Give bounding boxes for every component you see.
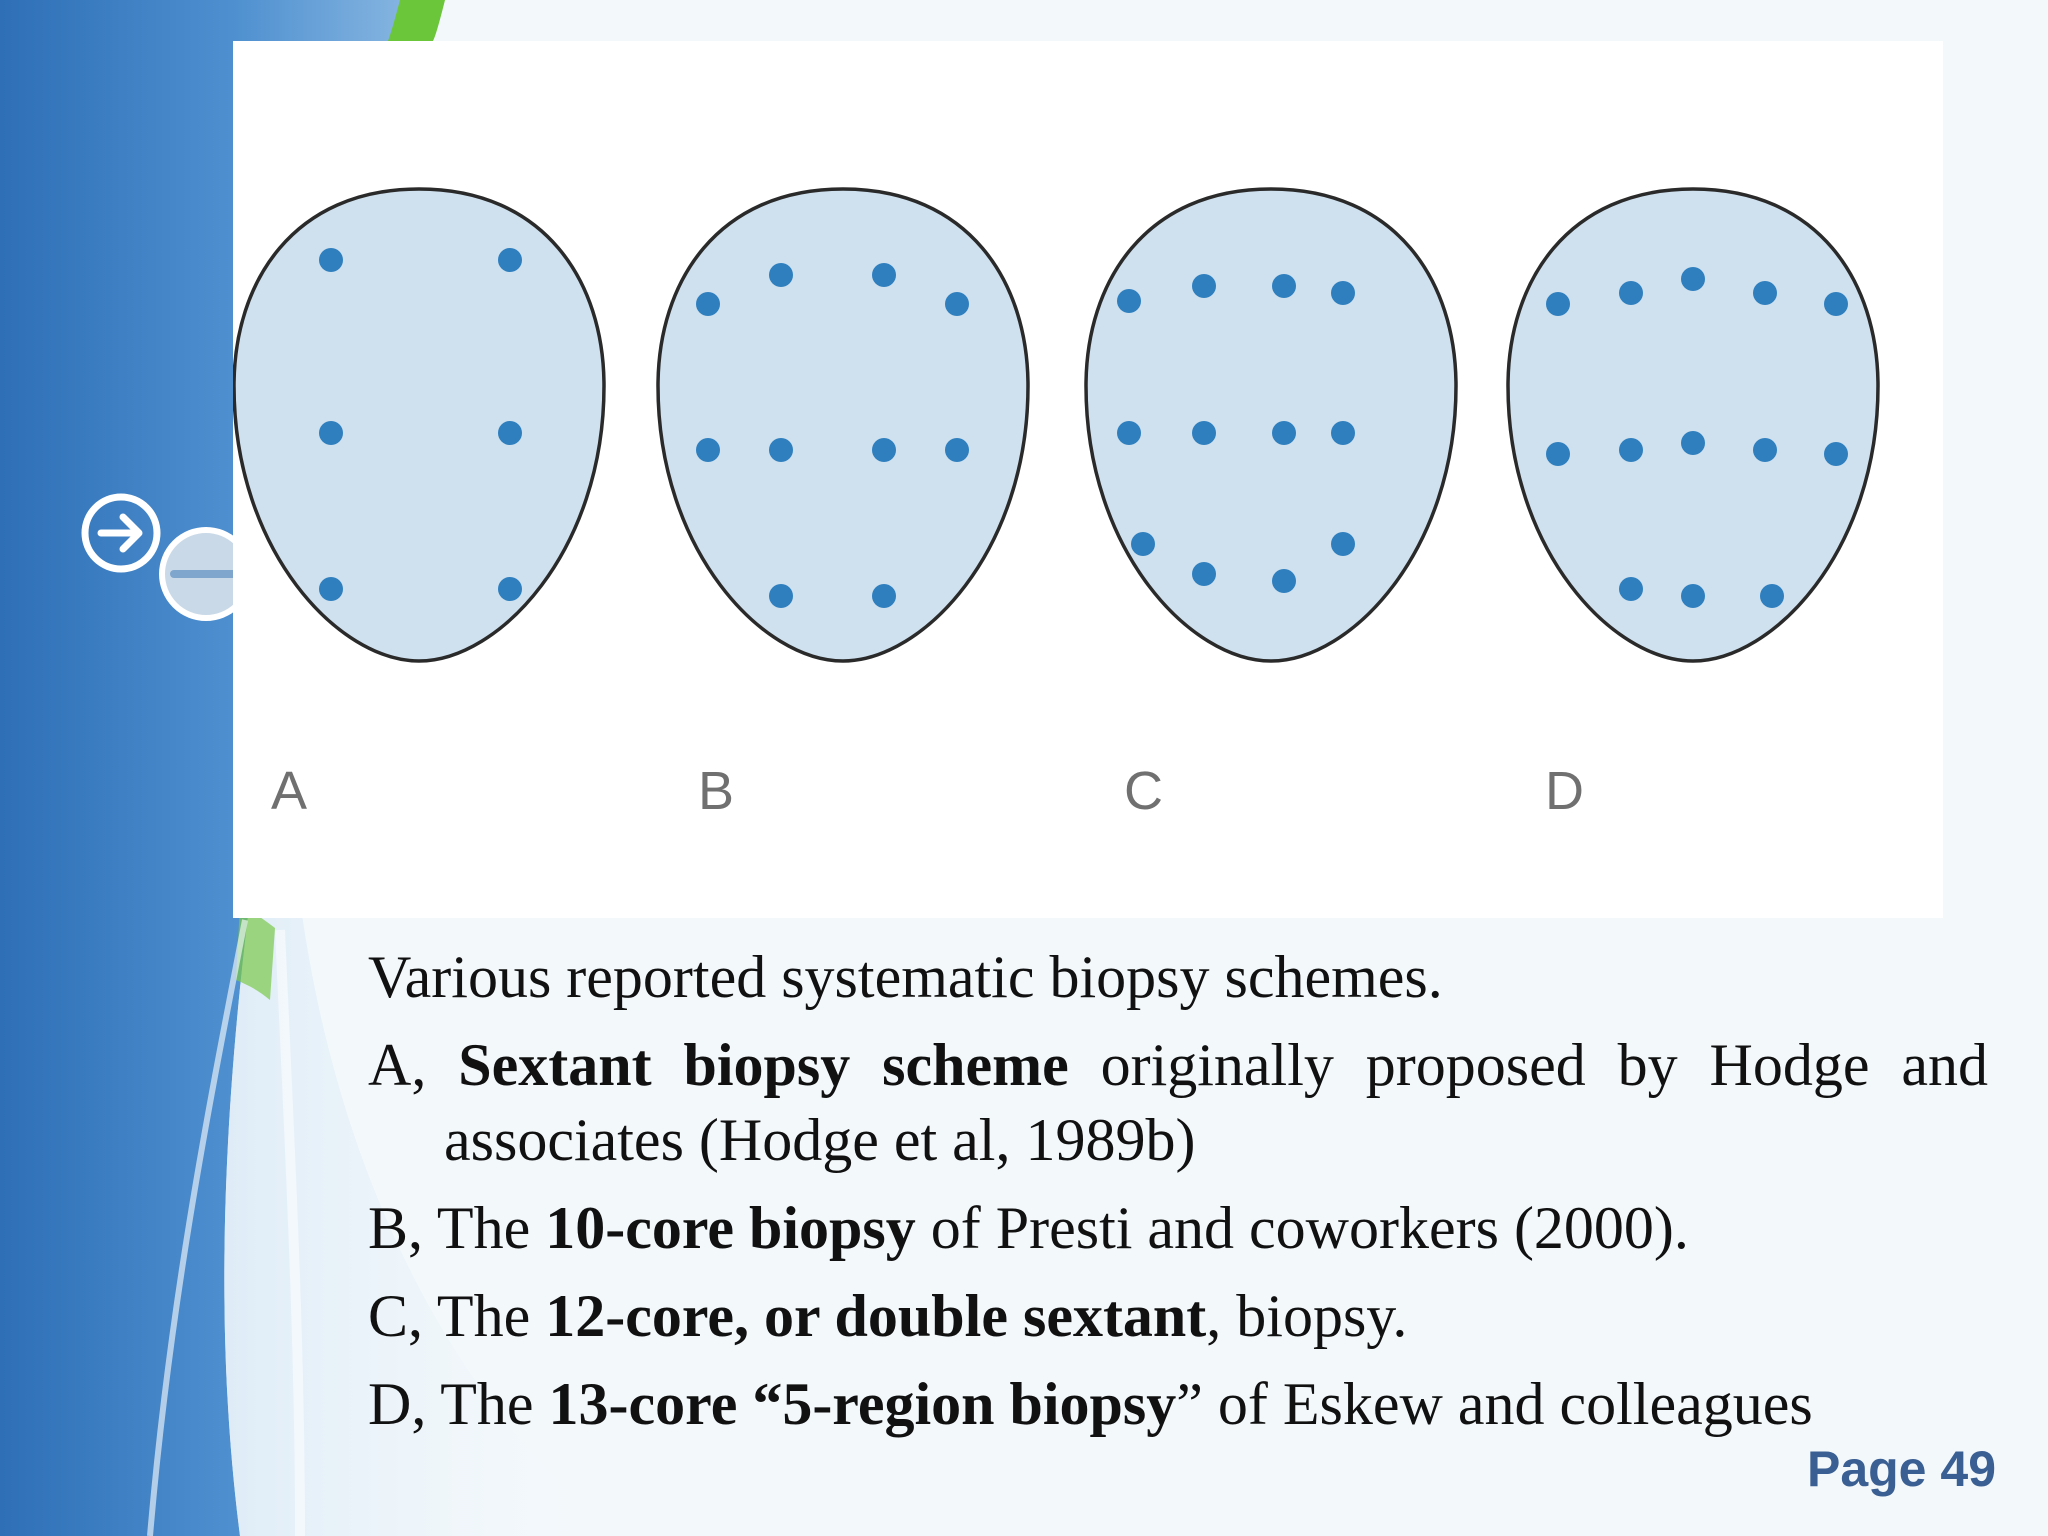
caption-intro: Various reported systematic biopsy schemes. xyxy=(368,944,1443,1010)
minus-circle-icon[interactable] xyxy=(156,524,242,624)
biopsy-core-dot xyxy=(1131,532,1155,556)
biopsy-core-dot xyxy=(1272,421,1296,445)
biopsy-core-dot xyxy=(1760,584,1784,608)
biopsy-core-dot xyxy=(1331,281,1355,305)
organ-outline-b xyxy=(658,189,1028,661)
biopsy-core-dot xyxy=(498,421,522,445)
biopsy-core-dot xyxy=(1681,431,1705,455)
biopsy-core-dot xyxy=(1192,562,1216,586)
organ-outline-a xyxy=(234,189,604,661)
biopsy-core-dot xyxy=(1619,438,1643,462)
caption-item-b: B, The 10-core biopsy of Presti and coworkers (2000). xyxy=(368,1195,1689,1261)
biopsy-core-dot xyxy=(1272,569,1296,593)
caption-item-a: A, Sextant biopsy scheme originally proposed by Hodge and associates (Hodge et al, 1989b) xyxy=(368,1032,1988,1173)
biopsy-core-dot xyxy=(498,248,522,272)
caption-item-d: D, The 13-core “5-region biopsy” of Eskew and colleagues xyxy=(368,1371,1813,1437)
biopsy-core-dot xyxy=(1619,281,1643,305)
biopsy-core-dot xyxy=(1681,267,1705,291)
biopsy-core-dot xyxy=(319,248,343,272)
biopsy-core-dot xyxy=(1824,442,1848,466)
biopsy-core-dot xyxy=(872,263,896,287)
biopsy-core-dot xyxy=(696,438,720,462)
page-number: Page 49 xyxy=(1806,1441,1996,1497)
biopsy-core-dot xyxy=(1753,438,1777,462)
biopsy-core-dot xyxy=(945,438,969,462)
biopsy-core-dot xyxy=(696,292,720,316)
biopsy-schemes-diagram xyxy=(233,41,1943,918)
biopsy-core-dot xyxy=(498,577,522,601)
biopsy-core-dot xyxy=(769,438,793,462)
biopsy-core-dot xyxy=(945,292,969,316)
arrow-right-circle-icon[interactable] xyxy=(78,490,164,576)
biopsy-core-dot xyxy=(1546,442,1570,466)
biopsy-core-dot xyxy=(1331,532,1355,556)
caption-item-c: C, The 12-core, or double sextant, biopsy. xyxy=(368,1283,1408,1349)
biopsy-core-dot xyxy=(319,577,343,601)
biopsy-schemes-figure xyxy=(233,41,1943,918)
organ-outline-c xyxy=(1086,189,1456,661)
biopsy-core-dot xyxy=(872,584,896,608)
biopsy-core-dot xyxy=(872,438,896,462)
biopsy-core-dot xyxy=(1331,421,1355,445)
biopsy-core-dot xyxy=(1546,292,1570,316)
biopsy-core-dot xyxy=(1272,274,1296,298)
biopsy-core-dot xyxy=(769,584,793,608)
biopsy-core-dot xyxy=(1824,292,1848,316)
biopsy-core-dot xyxy=(769,263,793,287)
panel-label-a: A xyxy=(271,761,308,821)
biopsy-core-dot xyxy=(1681,584,1705,608)
biopsy-core-dot xyxy=(1192,421,1216,445)
biopsy-core-dot xyxy=(1117,289,1141,313)
biopsy-core-dot xyxy=(1753,281,1777,305)
panel-label-c: C xyxy=(1124,761,1163,821)
biopsy-core-dot xyxy=(1117,421,1141,445)
panel-label-d: D xyxy=(1545,761,1584,821)
biopsy-core-dot xyxy=(1192,274,1216,298)
figure-caption xyxy=(368,940,1988,1455)
biopsy-core-dot xyxy=(319,421,343,445)
panel-label-b: B xyxy=(698,761,735,821)
biopsy-core-dot xyxy=(1619,577,1643,601)
